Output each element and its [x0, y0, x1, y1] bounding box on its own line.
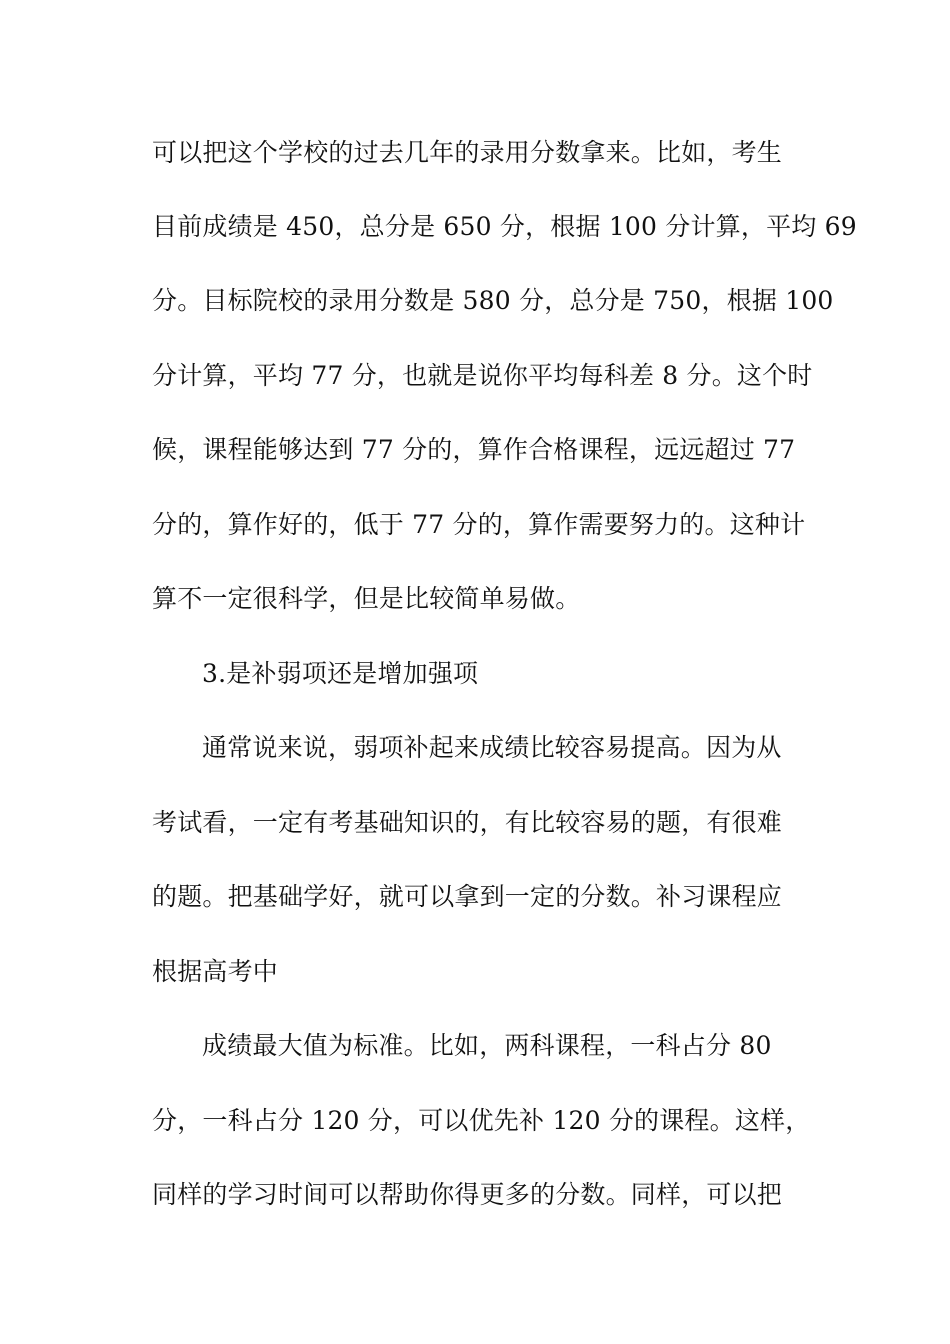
body-text-line: 分计算，平均 77 分，也就是说你平均每科差 8 分。这个时 — [152, 361, 813, 390]
body-text-line: 分。目标院校的录用分数是 580 分，总分是 750，根据 100 — [152, 286, 834, 315]
body-text-line: 的题。把基础学好，就可以拿到一定的分数。补习课程应 — [152, 882, 783, 911]
body-text-line: 目前成绩是 450，总分是 650 分，根据 100 分计算，平均 69 — [152, 212, 857, 241]
body-text-line: 分，一科占分 120 分，可以优先补 120 分的课程。这样， — [152, 1106, 811, 1135]
body-text-line: 可以把这个学校的过去几年的录用分数拿来。比如，考生 — [152, 138, 783, 167]
body-text-line: 考试看，一定有考基础知识的，有比较容易的题，有很难 — [152, 808, 783, 837]
body-text-line: 同样的学习时间可以帮助你得更多的分数。同样，可以把 — [152, 1180, 783, 1209]
body-text-line: 分的，算作好的，低于 77 分的，算作需要努力的。这种计 — [152, 510, 806, 539]
body-text-line: 候，课程能够达到 77 分的，算作合格课程，远远超过 77 — [152, 435, 796, 464]
section-heading: 3.是补弱项还是增加强项 — [202, 659, 479, 688]
body-text-line: 通常说来说，弱项补起来成绩比较容易提高。因为从 — [202, 733, 782, 762]
body-text-line: 根据高考中 — [152, 957, 279, 986]
body-text-line: 成绩最大值为标准。比如，两科课程，一科占分 80 — [202, 1031, 772, 1060]
body-text-line: 算不一定很科学，但是比较简单易做。 — [152, 584, 581, 613]
